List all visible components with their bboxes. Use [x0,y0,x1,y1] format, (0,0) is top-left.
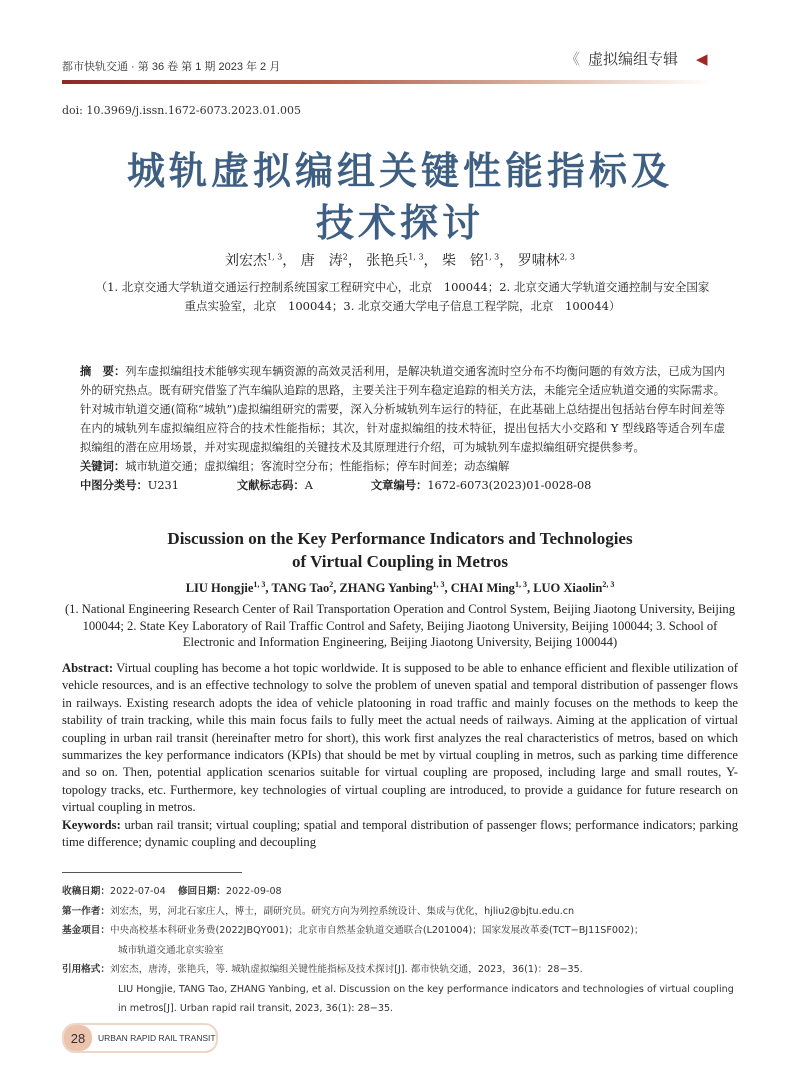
abstract-en-block [62,660,738,851]
abstract-cn: 摘 要：列车虚拟编组技术能够实现车辆资源的高效灵活利用，是解决轨道交通客流时空分布不均衡问题的有效方法，已成为国内外的研究热点。既有研究借鉴了汽车编队追踪的思路，主要关注于列车稳定追踪的相关方法，未能完全适应轨道交通的实际需求。针对城市轨道交通(简称“城轨”)虚拟编组研究的需要，深入分析城轨列车运行的特征，在此基础上总结提出包括站台停车时间差等在内的城轨列车虚拟编组应符合的技术性能指标；其次，针对虚拟编组的技术特征，提出包括大小交路和 Y 型线路等适合列车虚拟编组的潜在应用场景，并对实现虚拟编组的关键技术及其原理进行介绍，可为城轨列车虚拟编组研究提供参考。 [80,365,725,454]
footnotes [62,882,742,1019]
page-badge [62,1023,218,1053]
keywords-en: Keywords: urban rail transit; virtual coupling; spatial and temporal distribution of passenger flows; performance indicators; parking time difference; dynamic coupling and decoupling [62,817,738,850]
keywords-cn: 关键词：城市轨道交通；虚拟编组；客流时空分布；性能指标；停车时间差；动态编解 [80,460,510,473]
header-divider [62,80,712,84]
affiliation-cn: （1. 北京交通大学轨道交通运行控制系统国家工程研究中心，北京 100044；2. 北京交通大学轨道交通控制与安全国家重点实验室，北京 100044；3. 北京交通大学电子信息工程学院，北京 100044） [95,280,710,313]
funding: 基金项目：中央高校基本科研业务费(2022JBQY001)；北京市自然基金轨道交通联合(L201004)；国家发展改革委(TCT−BJ11SF002)； [62,925,644,936]
column-header [565,48,708,69]
citation-en: LIU Hongjie, TANG Tao, ZHANG Yanbing, et al. Discussion on the key performance indicators and technologies of virtual coupling in metros[J]. Urban rapid rail transit, 2023, 36(1): 28−35. [118,983,734,1014]
abstract-cn-block [80,362,725,495]
journal-name-en: URBAN RAPID RAIL TRANSIT [98,1033,216,1043]
funding-cont: 城市轨道交通北京实验室 [118,944,224,956]
double-chevron-icon: 《 [565,50,581,68]
triangle-left-icon: ◀ [696,49,708,68]
author: 罗啸林$^{2, 3}$ [517,252,575,269]
author: 刘宏杰$^{1, 3}$ [225,252,283,269]
dates: 收稿日期：2022-07-04 修回日期：2022-09-08 [62,886,282,897]
abstract-en: Abstract: Virtual coupling has become a hot topic worldwide. It is supposed to be able to enhance efficient and flexible utilization of vehicle resources, and is an effective technology to solve the problem of uneven spatial and temporal distribution of passenger flows in railways. Existing research adopts the idea of vehicle platooning in road traffic and mainly focuses on the methods to keep the stability of train tracking, while this main focus fails to fully meet the actual needs of railways. Aiming at the application of virtual coupling in urban rail transit (hereinafter metro for short), this work first analyzes the real characteristics of metros, based on which summarizes the key performance indicators (KPIs) that should be met by virtual coupling in metros, such as parking time difference and so on. Then, potential application scenarios suitable for virtual coupling are proposed, including large and small routes, Y-topology tracks, etc. Furthermore, key technologies of virtual coupling are introduced, to provide a guidance for future research on virtual coupling in metros. [62,661,738,815]
classification: 中图分类号：U231 文献标志码：A 文章编号：1672-6073(2023)01-0028-08 [80,479,592,492]
journal-issue: 都市快轨交通 · 第 36 卷 第 1 期 2023 年 2 月 [62,61,281,73]
column-name: 虚拟编组专辑 [588,50,679,68]
title-en: Discussion on the Key Performance Indicators and Technologies of Virtual Coupling in Metros [167,529,633,571]
page-number: 28 [64,1025,92,1051]
title-line: 技术探讨 [315,201,484,245]
first-author: 第一作者：刘宏杰，男，河北石家庄人，博士，副研究员。研究方向为列控系统设计、集成与优化，hjliu2@bjtu.edu.cn [62,905,575,917]
footnote-divider [62,872,242,873]
authors-cn: 刘宏杰$^{1, 3}$， 唐 涛$^2$， 张艳兵$^{1, 3}$， 柴 铭$^{1, 3}$， 罗啸林$^{2, 3}$ [225,252,575,269]
title-cn [0,145,800,249]
author: 唐 涛$^2$ [300,252,348,269]
author: 柴 铭$^{1, 3}$ [442,252,500,269]
doi: doi: 10.3969/j.issn.1672-6073.2023.01.005 [62,104,302,117]
author: 张艳兵$^{1, 3}$ [366,252,424,269]
authors-en: LIU Hongjie$^{1, 3}$, TANG Tao$^2$, ZHANG Yanbing$^{1, 3}$, CHAI Ming$^{1, 3}$, LUO Xiaolin$^{2, 3}$ [185,580,615,596]
title-line: 城轨虚拟编组关键性能指标及 [126,149,673,193]
citation: 引用格式：刘宏杰，唐涛，张艳兵，等. 城轨虚拟编组关键性能指标及技术探讨[J]. 都市快轨交通，2023，36(1)：28−35. [62,964,583,975]
affiliation-en: (1. National Engineering Research Center of Rail Transportation Operation and Control System, Beijing Jiaotong University, Beijing 100044; 2. State Key Laboratory of Rail Traffic Control and Safety, Beijing Jiaotong University, Beijing 100044; 3. School of Electronic and Information Engineering, Beijing Jiaotong University, Beijing 100044) [64,602,736,649]
